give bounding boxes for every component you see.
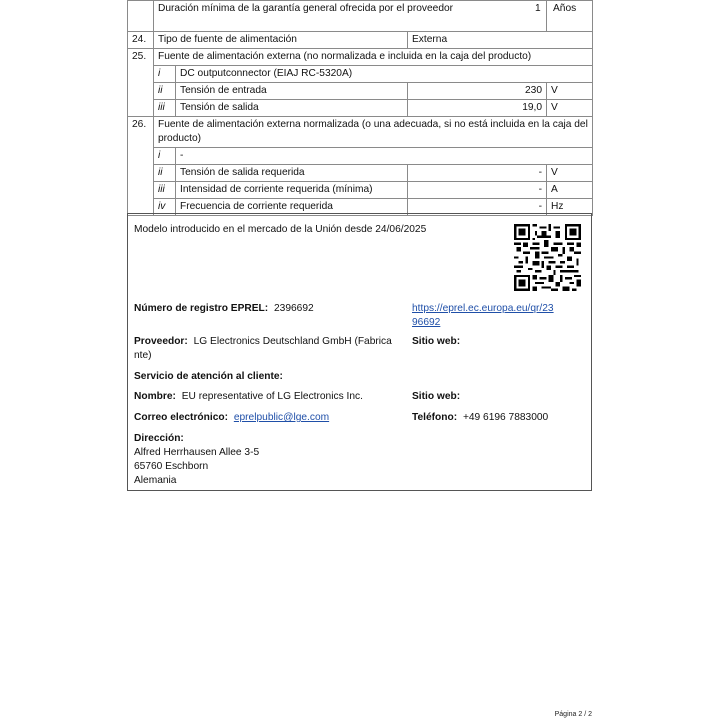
normalized-psu-header: Fuente de alimentación externa normalizada (o una adecuada, si no está incluida en la caja del producto) [154, 117, 593, 148]
warranty-label: Duración mínima de la garantía general ofrecida por el proveedor [154, 1, 547, 32]
qr-code-icon[interactable] [514, 224, 581, 291]
supplier-name: LG Electronics Deutschland GmbH (Fabrica [193, 336, 392, 347]
required-frequency-value: - [408, 199, 547, 216]
required-current-unit: A [547, 182, 593, 199]
contact-name-row [134, 390, 363, 404]
required-voltage-unit: V [547, 165, 593, 182]
output-voltage-unit: V [547, 100, 593, 117]
input-voltage-value: 230 [408, 83, 547, 100]
registration-label: Número de registro EPREL: [134, 303, 269, 314]
eprel-link[interactable] [412, 302, 554, 330]
roman-index: iii [154, 100, 176, 117]
registration-row [134, 302, 314, 316]
power-source-value: Externa [408, 32, 593, 49]
registration-number: 2396692 [274, 303, 314, 314]
row-number [128, 1, 154, 32]
website-label: Sitio web: [412, 391, 461, 402]
customer-service-heading: Servicio de atención al cliente: [134, 371, 283, 382]
supplier-label: Proveedor: [134, 336, 188, 347]
warranty-unit-text: Años [553, 3, 577, 14]
external-psu-header: Fuente de alimentación externa (no normalizada e incluida en la caja del producto) [154, 49, 593, 66]
table-row [128, 117, 593, 148]
roman-index: i [154, 148, 176, 165]
supplier-row [134, 335, 392, 363]
contact-name-label: Nombre: [134, 391, 176, 402]
eprel-link-line2[interactable]: 96692 [412, 317, 441, 328]
table-row [128, 100, 593, 117]
eprel-info-card [127, 213, 592, 491]
market-intro-text: Modelo introducido en el mercado de la Unión desde 24/06/2025 [134, 224, 427, 235]
roman-index: iii [154, 182, 176, 199]
output-voltage-value: 19,0 [408, 100, 547, 117]
required-current-value: - [408, 182, 547, 199]
table-row [128, 32, 593, 49]
table-row [128, 83, 593, 100]
row-number: 26. [128, 117, 154, 216]
table-row [128, 49, 593, 66]
table-row [128, 66, 593, 83]
address-block [134, 432, 259, 488]
normalized-psu-item: - [176, 148, 593, 165]
roman-index: i [154, 66, 176, 83]
roman-index: ii [154, 83, 176, 100]
required-frequency-label: Frecuencia de corriente requerida [176, 199, 408, 216]
input-voltage-label: Tensión de entrada [176, 83, 408, 100]
supplier-name-cont: nte) [134, 350, 152, 361]
eprel-link-line1[interactable]: https://eprel.ec.europa.eu/qr/23 [412, 303, 554, 314]
website-label: Sitio web: [412, 336, 461, 347]
required-current-label: Intensidad de corriente requerida (mínima) [176, 182, 408, 199]
required-frequency-unit: Hz [547, 199, 593, 216]
contact-name-value: EU representative of LG Electronics Inc. [181, 391, 363, 402]
table-row [128, 1, 593, 32]
email-link[interactable]: eprelpublic@lge.com [233, 412, 330, 423]
phone-value: +49 6196 7883000 [462, 412, 549, 423]
phone-label: Teléfono: [412, 412, 458, 423]
table-row [128, 182, 593, 199]
email-label: Correo electrónico: [134, 412, 228, 423]
warranty-unit [535, 1, 593, 32]
connector-label: DC outputconnector (EIAJ RC-5320A) [176, 66, 593, 83]
address-line: Alfred Herrhausen Allee 3-5 [134, 447, 260, 458]
warranty-value: 1 [535, 3, 541, 14]
power-source-label: Tipo de fuente de alimentación [154, 32, 408, 49]
address-label: Dirección: [134, 433, 184, 444]
address-line: Alemania [134, 475, 177, 486]
phone-row [412, 411, 548, 425]
row-number: 24. [128, 32, 154, 49]
required-voltage-value: - [408, 165, 547, 182]
table-row [128, 148, 593, 165]
address-line: 65760 Eschborn [134, 461, 209, 472]
email-row [134, 411, 329, 425]
page-number: Página 2 / 2 [554, 711, 592, 718]
roman-index: iv [154, 199, 176, 216]
row-number: 25. [128, 49, 154, 117]
roman-index: ii [154, 165, 176, 182]
specifications-table [127, 0, 593, 216]
output-voltage-label: Tensión de salida [176, 100, 408, 117]
input-voltage-unit: V [547, 83, 593, 100]
table-row [128, 165, 593, 182]
required-voltage-label: Tensión de salida requerida [176, 165, 408, 182]
